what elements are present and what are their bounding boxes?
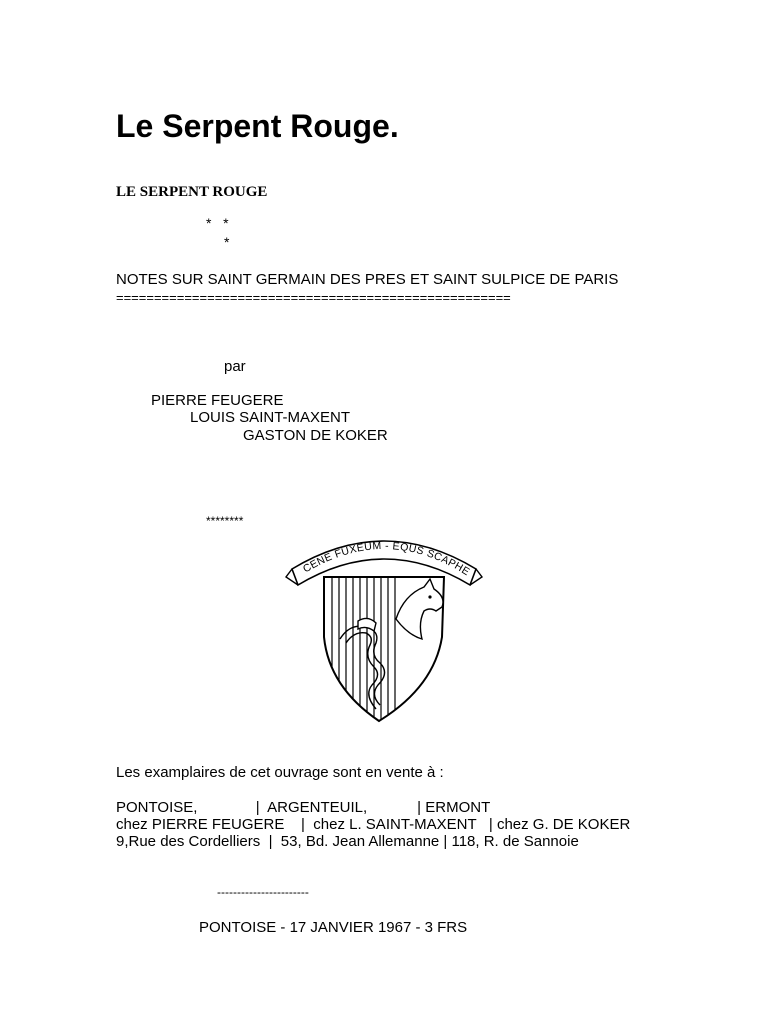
asterisk-separator: ********: [206, 514, 244, 528]
subtitle: NOTES SUR SAINT GERMAIN DES PRES ET SAINT SULPICE DE PARIS: [116, 271, 619, 288]
motto-text: CENE FUXEUM - EQUS SCAPHE: [301, 539, 472, 579]
double-rule: ====================================================: [116, 290, 511, 305]
shield: [324, 577, 444, 727]
dash-separator: -----------------------: [217, 885, 309, 899]
asterisk-bottom: *: [224, 234, 230, 250]
footer-line: PONTOISE - 17 JANVIER 1967 - 3 FRS: [199, 919, 468, 936]
asterisks-top: * *: [206, 215, 229, 231]
document-title: Le Serpent Rouge.: [116, 108, 399, 144]
sale-intro: Les examplaires de cet ouvrage sont en vente à :: [116, 764, 444, 781]
serif-heading: LE SERPENT ROUGE: [116, 184, 268, 200]
author-2: LOUIS SAINT-MAXENT: [190, 409, 351, 426]
sale-row-addresses: 9,Rue des Cordelliers | 53, Bd. Jean Allemanne | 118, R. de Sannoie: [116, 833, 579, 850]
par-label: par: [224, 358, 246, 375]
coat-of-arms-emblem: [284, 527, 484, 727]
sale-row-names: chez PIERRE FEUGERE | chez L. SAINT-MAXENT | chez G. DE KOKER: [116, 816, 631, 833]
author-3: GASTON DE KOKER: [243, 427, 388, 444]
author-1: PIERRE FEUGERE: [151, 392, 284, 409]
sale-row-cities: PONTOISE, | ARGENTEUIL, | ERMONT: [116, 799, 491, 816]
